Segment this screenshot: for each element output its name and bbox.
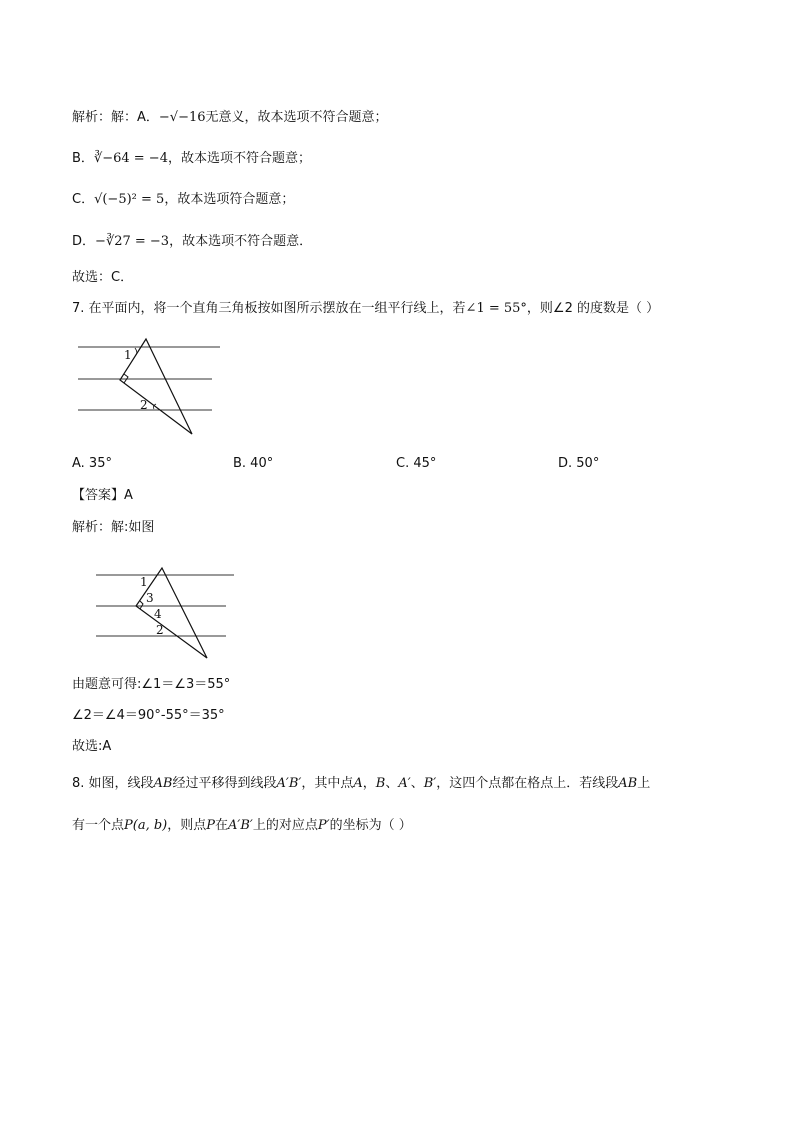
q8-point-pp: P′ — [317, 818, 330, 833]
angle-label-2: 2 — [140, 398, 148, 412]
q8-text-i: 、 — [385, 776, 399, 791]
q6-line-a-math: −√−16 — [158, 110, 206, 125]
analysis-label-4: 4 — [154, 607, 162, 621]
q8-point-ap: A′ — [398, 776, 411, 791]
q7-question — [72, 299, 659, 319]
q8-line-1 — [72, 774, 650, 794]
choice-a: A. 35° — [72, 456, 112, 471]
q7-figure — [72, 336, 232, 436]
q7-step2: ∠2＝∠4＝90°-55°＝35° — [72, 708, 225, 723]
q6-conclusion: 故选：C． — [72, 270, 134, 285]
q8-line-2 — [72, 816, 412, 836]
q8-seg-ab-2: AB — [618, 776, 638, 791]
q7-question-math: ∠1 = 55° — [465, 301, 527, 316]
q8-point-bp: B′ — [423, 776, 437, 791]
q8-text-2e: 在 — [215, 818, 229, 833]
q8-text-2c: ，则点 — [167, 818, 207, 833]
angle-label-1: 1 — [124, 348, 132, 362]
q6-line-c-prefix: C． — [72, 192, 95, 207]
q6-line-b-text: ，故本选项不符合题意； — [167, 151, 311, 166]
q8-seg-apbp: A′B′ — [276, 776, 302, 791]
q8-point-b: B — [375, 776, 386, 791]
q6-line-b-prefix: B． — [72, 151, 94, 166]
q8-text-c: 经过平移得到线段 — [172, 776, 277, 791]
q7-analysis-intro: 解析：解:如图 — [72, 520, 155, 535]
q6-solution-line-b — [72, 149, 311, 169]
q8-text-2i: 的坐标为（ ） — [329, 818, 412, 833]
q8-text-2a: 有一个点 — [72, 818, 125, 833]
analysis-label-2: 2 — [156, 623, 164, 637]
q6-line-d-prefix: D． — [72, 234, 96, 249]
q8-text-a: 8. 如图，线段 — [72, 776, 154, 791]
q8-seg-apbp-2: A′B′ — [228, 818, 253, 833]
q8-point-p: P — [206, 818, 216, 833]
q7-answer: 【答案】A — [72, 488, 133, 503]
q8-text-m: ，这四个点都在格点上．若线段 — [436, 776, 619, 791]
q8-text-g: ， — [362, 776, 376, 791]
q8-text-2g: 上的对应点 — [252, 818, 318, 833]
analysis-right-angle-mark — [140, 601, 143, 609]
q6-line-b-math: ∛−64 = −4 — [93, 151, 168, 166]
q7-question-prefix: 7. 在平面内，将一个直角三角板按如图所示摆放在一组平行线上，若 — [72, 301, 466, 316]
q7-question-suffix: ，则∠2 的度数是（ ） — [526, 301, 660, 316]
q6-line-c-math: √(−5)² = 5 — [94, 192, 165, 207]
analysis-label-1: 1 — [140, 575, 148, 589]
q8-point-a: A — [353, 776, 363, 791]
q6-line-a-text: 无意义，故本选项不符合题意； — [205, 110, 388, 125]
q6-line-d-math: −∛27 = −3 — [95, 234, 170, 249]
q8-point-p-ab: P(a, b) — [124, 818, 168, 833]
q6-solution-line-d — [72, 232, 312, 252]
choice-d: D. 50° — [558, 456, 600, 471]
choice-b: B. 40° — [233, 456, 274, 471]
q6-line-a-prefix: 解析：解：A． — [72, 110, 159, 125]
choice-c: C. 45° — [396, 456, 437, 471]
q8-text-k: 、 — [410, 776, 424, 791]
q6-solution-line-a — [72, 108, 388, 128]
q8-seg-ab: AB — [153, 776, 173, 791]
q7-step1: 由题意可得:∠1＝∠3＝55° — [72, 677, 231, 692]
q8-text-o: 上 — [637, 776, 651, 791]
q7-analysis-figure — [92, 566, 242, 660]
q6-solution-line-c — [72, 190, 294, 210]
analysis-label-3: 3 — [146, 591, 154, 605]
q6-line-d-text: ，故本选项不符合题意． — [169, 234, 313, 249]
q6-line-c-text: ，故本选项符合题意； — [164, 192, 295, 207]
q8-text-e: ，其中点 — [301, 776, 354, 791]
q7-conclusion: 故选:A — [72, 739, 112, 754]
